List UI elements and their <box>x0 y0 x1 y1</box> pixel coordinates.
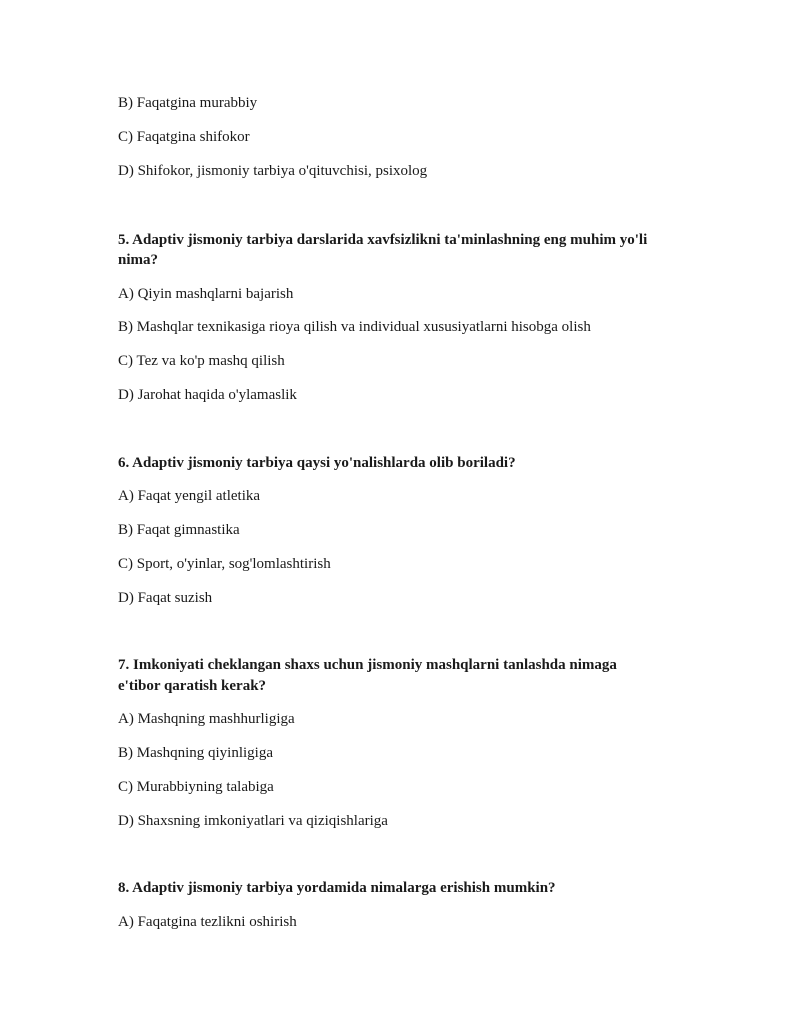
question-5-option-b: B) Mashqlar texnikasiga rioya qilish va individual xususiyatlarni hisobga olish <box>118 319 591 335</box>
option-b-prev: B) Faqatgina murabbiy <box>118 95 258 111</box>
question-6-line-1: 6. Adaptiv jismoniy tarbiya qaysi yo'nalishlarda olib boriladi? <box>118 455 516 471</box>
question-5-line-2: nima? <box>118 252 159 268</box>
question-5-line-1: 5. Adaptiv jismoniy tarbiya darslarida xavfsizlikni ta'minlashning eng muhim yo'li <box>118 232 648 248</box>
question-6-option-c: C) Sport, o'yinlar, sog'lomlashtirish <box>118 556 331 572</box>
question-7-option-d: D) Shaxsning imkoniyatlari va qiziqishlariga <box>118 813 388 829</box>
question-5-option-d: D) Jarohat haqida o'ylamaslik <box>118 387 297 403</box>
question-5-option-c: C) Tez va ko'p mashq qilish <box>118 353 285 369</box>
question-7-option-a: A) Mashqning mashhurligiga <box>118 711 295 727</box>
question-7-option-b: B) Mashqning qiyinligiga <box>118 745 273 761</box>
question-7-option-c: C) Murabbiyning talabiga <box>118 779 274 795</box>
option-d-prev: D) Shifokor, jismoniy tarbiya o'qituvchisi, psixolog <box>118 163 428 179</box>
option-c-prev: C) Faqatgina shifokor <box>118 129 250 145</box>
question-6-option-b: B) Faqat gimnastika <box>118 522 240 538</box>
question-6-option-d: D) Faqat suzish <box>118 590 213 606</box>
question-7-line-2: e'tibor qaratish kerak? <box>118 678 267 694</box>
question-6-option-a: A) Faqat yengil atletika <box>118 488 261 504</box>
question-8-line-1: 8. Adaptiv jismoniy tarbiya yordamida nimalarga erishish mumkin? <box>118 880 556 896</box>
question-5-option-a: A) Qiyin mashqlarni bajarish <box>118 286 294 302</box>
question-7-line-1: 7. Imkoniyati cheklangan shaxs uchun jismoniy mashqlarni tanlashda nimaga <box>118 657 617 673</box>
question-8-option-a: A) Faqatgina tezlikni oshirish <box>118 914 297 930</box>
